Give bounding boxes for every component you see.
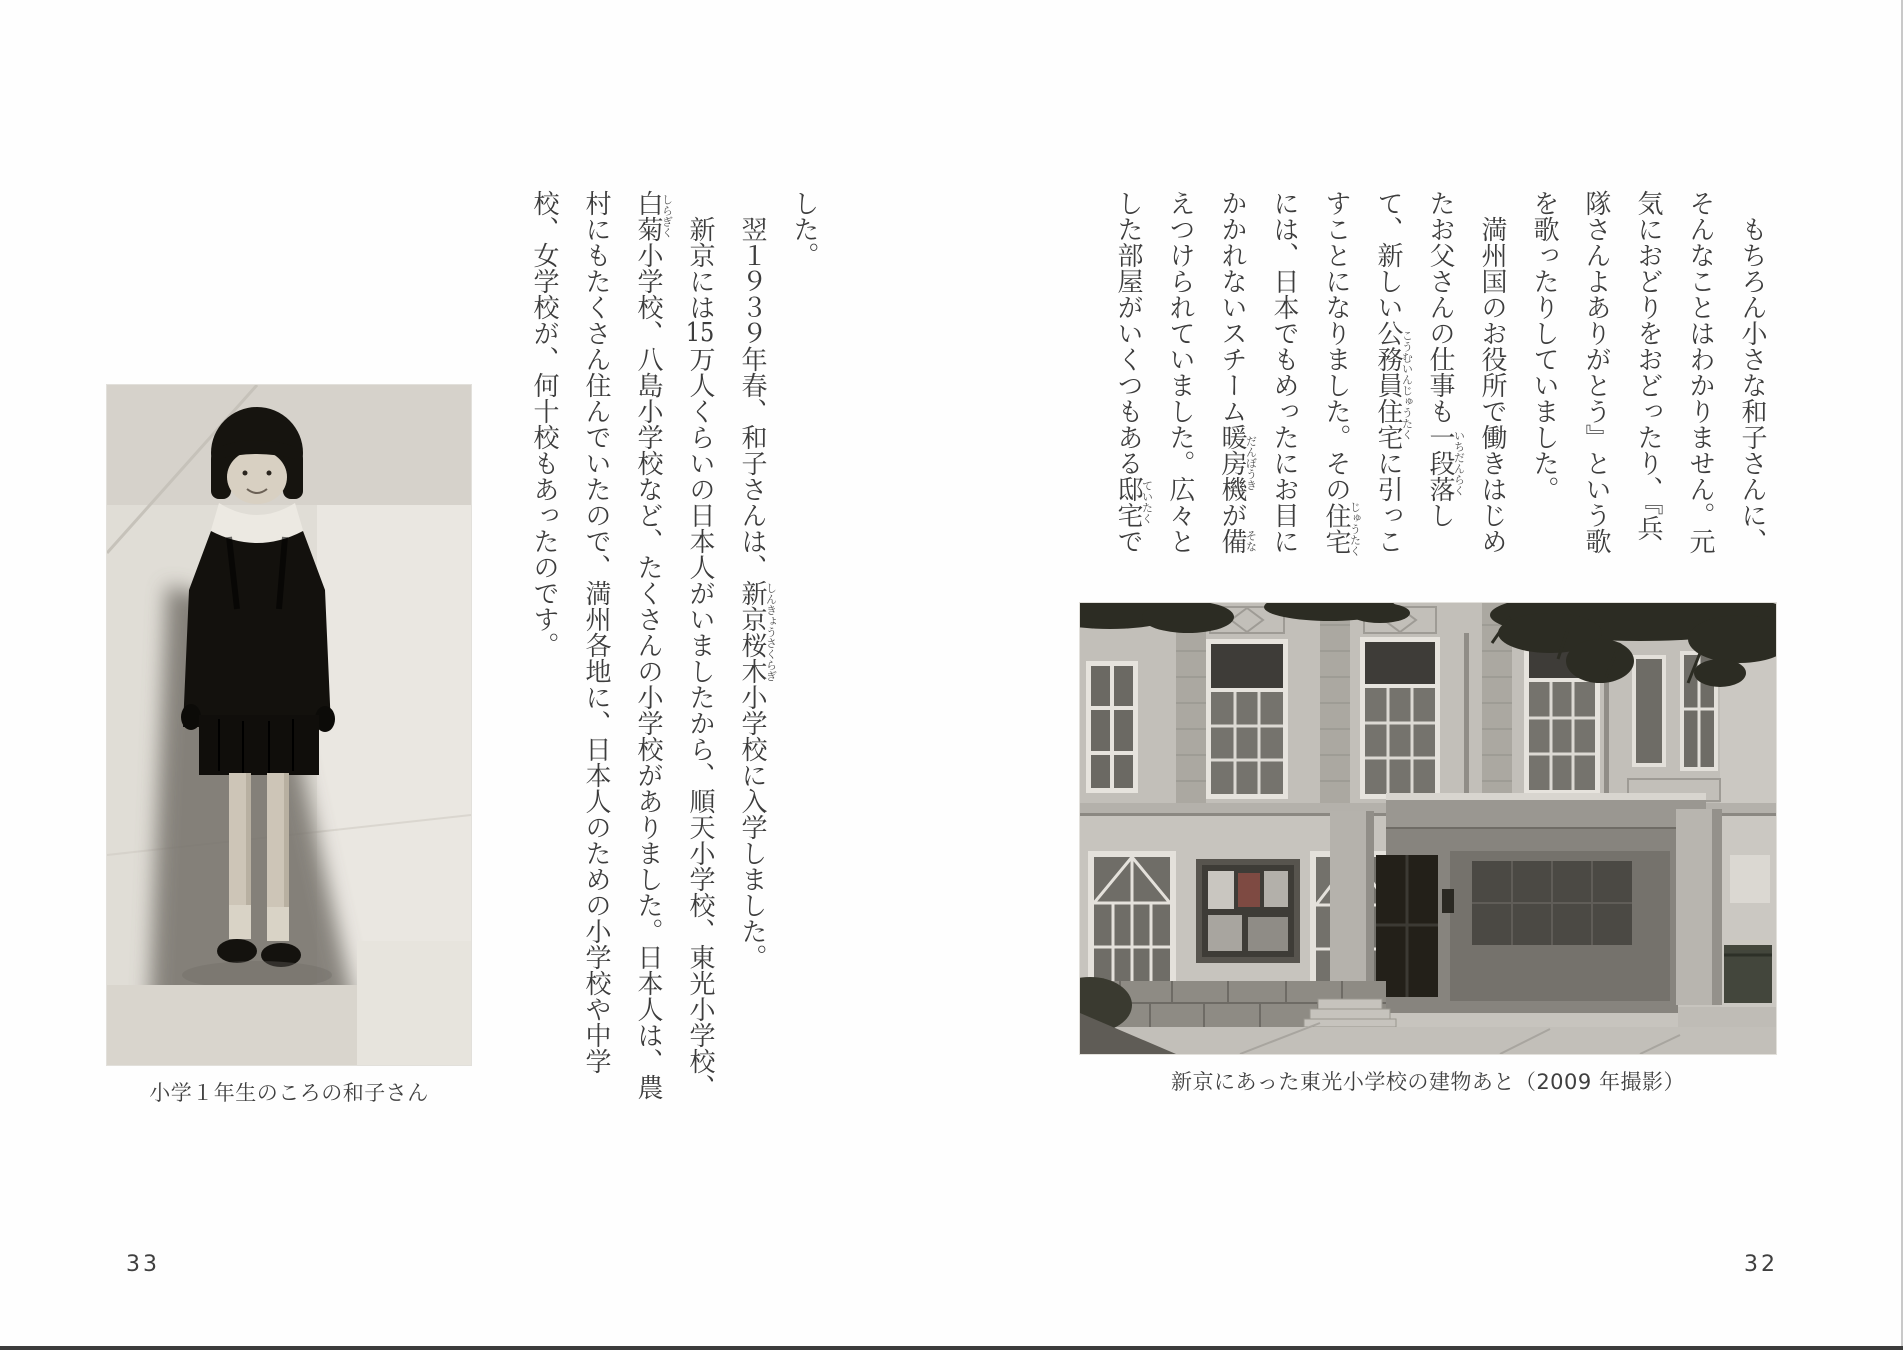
school-photo-image [1080,603,1776,1054]
notice-board [1196,859,1300,963]
girl-photo-image [107,385,471,1065]
page-edge-bottom [0,1346,1903,1350]
wall-sign [1730,855,1770,903]
girl-photo-figure [107,385,471,1107]
school-photo-figure [1080,603,1776,1096]
page-number-33: 33 [126,1252,160,1277]
school-photo-caption: 新京にあった東光小学校の建物あと（2009 年撮影） [1171,1070,1685,1094]
right-page-text: もちろん小さな和子さんに、そんなことはわかりません。元気におどりをおどったり、『兵隊さんよありがとう』という歌を歌ったりしていました。 満州国のお役所で働きはじめたお父さんの仕事も一段落いちだんらくして、新しい公務員住宅こうむいんじゅうたくに引っこすことになりました。その住宅じゅうたくには、日本でもめったにお目にかかれないスチーム暖房機だんぼうきが備そなえつけられていました。広々とした部屋がいくつもある邸宅ていたくで [1113,190,1767,557]
page-number-32: 32 [1744,1252,1778,1277]
fan-window-left [1088,851,1176,991]
girl-photo-caption: 小学１年生のころの和子さん [149,1081,429,1105]
entrance-canopy [1386,793,1706,835]
left-page-text: した。 翌１９３９年春、和子さんは、新京桜木しんきょうさくらぎ小学校に入学しました。 新京には15万人くらいの日本人がいましたから、順天小学校、東光小学校、白菊しらぎく小学校、八島小学校など、たくさんの小学校がありました。日本人は、農村にもたくさん住んでいたので、満州各地に、日本人のための小学校や中学校、女学校が、何十校もあったのです。 [529,190,819,1100]
